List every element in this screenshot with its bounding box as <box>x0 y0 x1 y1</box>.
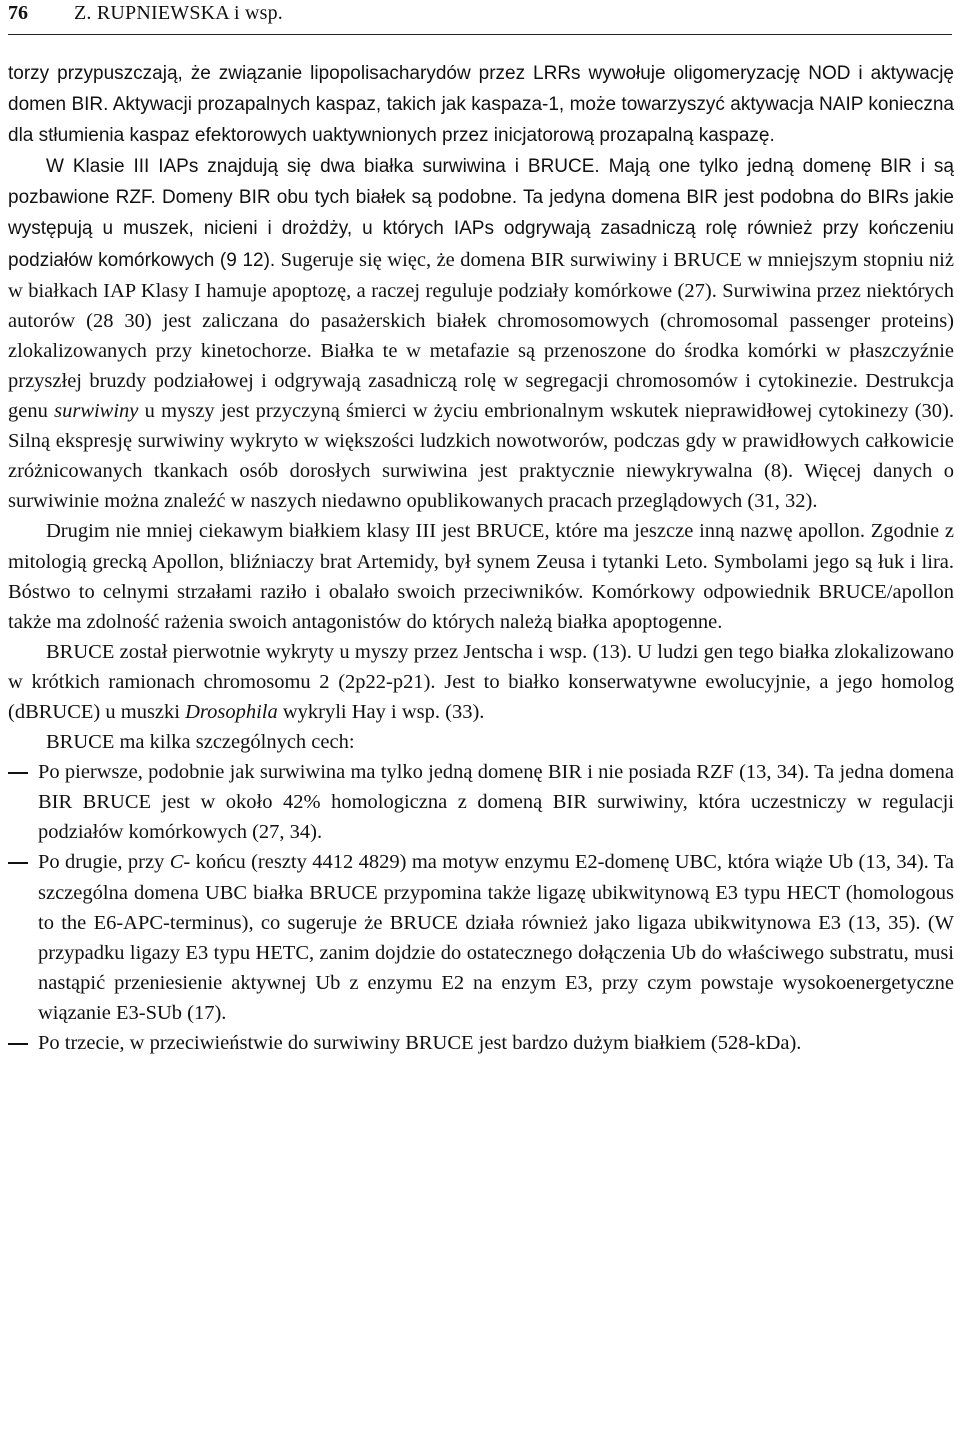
paragraph-text: BRUCE został pierwotnie wykryty u myszy przez Jentscha i wsp. (13). U ludzi gen tego białka zlokalizowano w krótkich ramionach chromosomu 2 (2p22-p21). Jest to białko konserwatywne ewolucyjnie, a jego homolog (dBRUCE) u muszki <box>8 640 954 723</box>
italic-gene-name: surwiwiny <box>54 400 139 423</box>
list-item-text: Po drugie, przy <box>38 851 170 874</box>
article-body <box>8 58 954 1058</box>
paragraph-text: torzy przypuszczają, że związanie lipopolisacharydów przez LRRs wywołuje oligomeryzację NOD i aktywację domen BIR. Aktywacji prozapalnych kaspaz, takich jak kaspaza-1, może towarzyszyć aktywacja NAIP konieczna dla stłumienia kaspaz efektorowych uaktywnionych przez inicjatorową prozapalną kaspazę. <box>8 63 954 147</box>
paragraph-continuation <box>8 58 954 151</box>
paragraph-bruce-apollon <box>8 516 954 636</box>
paragraph-text: u myszy jest przyczyną śmierci w życiu embrionalnym wskutek nieprawidłowej cytokinezy (30). Silną ekspresję surwiwiny wykryto w większości ludzkich nowotworów, podczas gdy w prawidłowych całkowicie zróżnicowanych tkankach osób dorosłych surwiwina jest praktycznie niewykrywalna (8). Więcej danych o surwiwinie można znaleźć w naszych niedawno opublikowanych pracach przeglądowych (31, 32). <box>8 400 954 513</box>
italic-terminus-letter: C <box>169 851 184 874</box>
paragraph-bruce-features-intro <box>8 727 954 757</box>
paragraph-text: W Klasie III IAPs znajdują się dwa białka surwiwina i BRUCE. Mają one tylko jedną domenę BIR i są pozbawione RZF. Domeny BIR obu tych białek są podobne. Ta jedyna domena BIR jest podobna do BIRs jakie występują u muszek, nicieni i drożdży, u których IAPs odgrywają zasadniczą rolę również przy kończeniu podziałów komórkowych (9 12). <box>8 156 954 271</box>
running-head-authors: Z. RUPNIEWSKA i wsp. <box>74 2 284 24</box>
list-item-text: Po pierwsze, podobnie jak surwiwina ma tylko jedną domenę BIR i nie posiada RZF (13, 34). Ta jedna domena BIR BRUCE jest w około 42% homologiczna z domeną BIR surwiwiny, która uczestniczy w regulacji podziałów komórkowych (27, 34). <box>38 761 954 844</box>
list-item-text: Po trzecie, w przeciwieństwie do surwiwiny BRUCE jest bardzo dużym białkiem (528-kDa). <box>38 1032 802 1054</box>
list-item <box>8 757 954 847</box>
list-item-text: - końcu (reszty 4412 4829) ma motyw enzymu E2-domenę UBC, która wiąże Ub (13, 34). Ta szczególna domena UBC białka BRUCE przypomina także ligazę ubikwitynową E3 typu HECT (homologous to the E6-APC-terminus), co sugeruje że BRUCE działa również jako ligaza ubikwitynowa E3 (13, 35). (W przypadku ligazy E3 typu HETC, zanim dojdzie do ostatecznego dołączenia Ub do właściwego substratu, musi nastąpić przeniesienie aktywnej Ub z enzymu E2 na enzym E3, przy czym powstaje wysokoenergetyczne wiązanie E3-SUb (17). <box>38 851 954 1024</box>
list-item <box>8 1028 954 1058</box>
page-header <box>8 0 952 35</box>
page-number: 76 <box>8 2 28 24</box>
list-item <box>8 847 954 1028</box>
paragraph-text: Sugeruje się więc, że domena BIR surwiwiny i BRUCE w mniejszym stopniu niż w białkach IAP Klasy I hamuje apoptozę, a raczej reguluje podziały komórkowe (27). Surwiwina przez niektórych autorów (28 30) jest zaliczana do pasażerskich białek chromosomowych (chromosomal passenger proteins) zlokalizowanych przy kinetochorze. Białka te w metafazie są przenoszone do środka komórki w płaszczyźnie przyszłej bruzdy podziałowej i odgrywają zasadniczą rolę w segregacji chromosomów i cytokinezie. Destrukcja genu <box>8 248 954 423</box>
paragraph-bruce-discovery <box>8 637 954 727</box>
paragraph-text: Drugim nie mniej ciekawym białkiem klasy III jest BRUCE, które ma jeszcze inną nazwę apollon. Zgodnie z mitologią grecką Apollon, bliźniaczy brat Artemidy, był synem Zeusa i tytanki Leto. Symbolami jego są łuk i lira. Bóstwo to celnymi strzałami raziło i obalało swoich przeciwników. Komórkowy odpowiednik BRUCE/apollon także ma zdolność rażenia swoich antagonistów do których należą białka apoptogenne. <box>8 520 954 633</box>
italic-genus-name: Drosophila <box>185 700 278 723</box>
paragraph-text: BRUCE ma kilka szczególnych cech: <box>46 731 355 754</box>
paragraph-text: wykryli Hay i wsp. (33). <box>277 700 485 723</box>
paragraph-class-iii-iaps <box>8 151 954 516</box>
